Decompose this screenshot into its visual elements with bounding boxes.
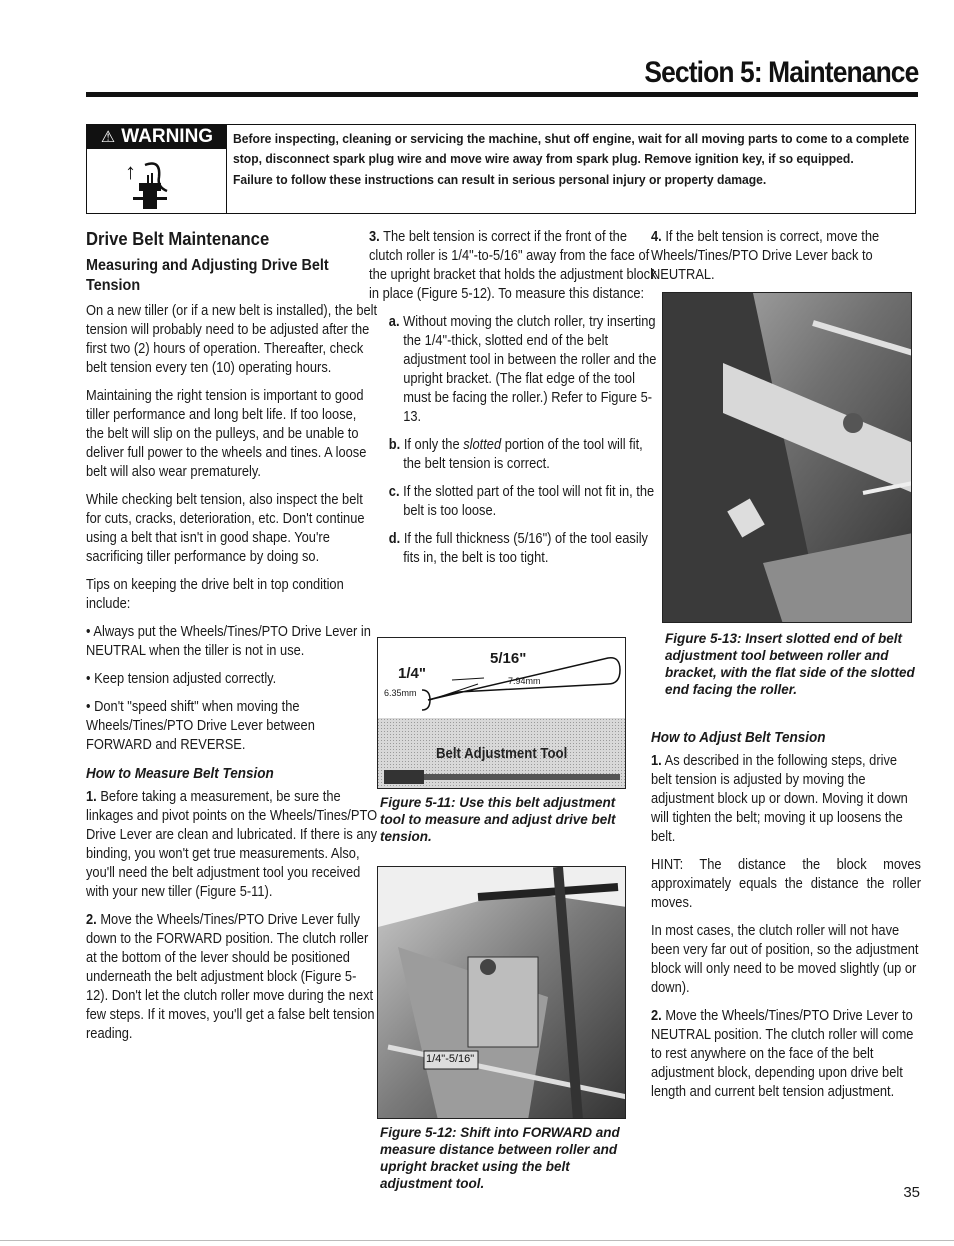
bullet-item: • Always put the Wheels/Tines/PTO Drive Lever in NEUTRAL when the tiller is not in use. xyxy=(86,623,378,661)
step-number: 1. xyxy=(86,789,97,805)
column-3-lower xyxy=(651,728,949,1111)
step-4 xyxy=(651,228,921,285)
disconnect-plug-icon xyxy=(87,149,227,214)
adjust-step-2 xyxy=(651,1007,921,1102)
label-1-4: 1/4" xyxy=(398,665,426,682)
figure-5-13 xyxy=(662,292,912,623)
adjust-step-1 xyxy=(651,752,921,847)
step-text: Move the Wheels/Tines/PTO Drive Lever to NEUTRAL position. The clutch roller will come to rest anywhere on the face of the belt adjustment block, depending upon drive belt length and current belt tension adjustment. xyxy=(651,1008,914,1100)
sub-step-label: a. xyxy=(388,314,400,330)
warning-line-1: Before inspecting, cleaning or servicing the machine, shut off engine, wait for all moving parts to come to a complete stop, disconnect spark plug wire and move wire away from spark plug. Remove ignition key, if so equipped. xyxy=(233,131,910,166)
step-text: As described in the following steps, drive belt tension is adjusted by moving the adjustment block up or down. Moving it down will tighten the belt; moving it up loosens the belt. xyxy=(651,753,908,845)
step-number: 2. xyxy=(86,912,97,928)
svg-text:↑: ↑ xyxy=(125,159,136,184)
sub-step-emphasis: slotted xyxy=(463,437,502,453)
page-number: 35 xyxy=(903,1184,920,1201)
warning-box xyxy=(86,124,916,214)
step-text: The belt tension is correct if the front of the clutch roller is 1/4"-to-5/16" away from the face of the upright bracket that holds the adjustment block in place (Figure 5-12). To measure this distance: xyxy=(369,229,657,302)
step-text: Before taking a measurement, be sure the linkages and pivot points on the Wheels/Tines/PTO Drive Lever are clean and lubricated. If there is any binding, you won't get true measurements. Also, you'll need the belt adjustment tool you received with your new tiller (Figure 5-11). xyxy=(86,789,378,900)
drive-belt-heading: Drive Belt Maintenance xyxy=(86,228,270,249)
figure-5-11 xyxy=(377,637,626,789)
bullet-item: • Don't "speed shift" when moving the Wheels/Tines/PTO Drive Lever between FORWARD and REVERSE. xyxy=(86,698,378,755)
figure-5-11-caption: Figure 5-11: Use this belt adjustment tool to measure and adjust drive belt tension. xyxy=(380,795,616,844)
sub-step-b xyxy=(369,436,659,474)
measurement-tag: 1/4"-5/16" xyxy=(426,1053,475,1065)
paragraph: Maintaining the right tension is important to good tiller performance and long belt life. If too loose, the belt will slip on the pulleys, and be unable to deliver full power to the wheels and tines. A loose belt will also wear prematurely. xyxy=(86,388,367,480)
figure-5-12-caption: Figure 5-12: Shift into FORWARD and measure distance between roller and upright bracket using the belt adjustment tool. xyxy=(380,1125,620,1191)
warning-badge xyxy=(87,125,227,149)
step-number: 4. xyxy=(651,229,662,245)
paragraph: Tips on keeping the drive belt in top condition include: xyxy=(86,577,344,612)
warning-triangle-icon: ⚠ xyxy=(100,129,116,146)
step-text: Move the Wheels/Tines/PTO Drive Lever fully down to the FORWARD position. The clutch roller at the bottom of the lever should be positioned underneath the belt adjustment block (Figure 5-12). Don't let the clutch roller move during the next few steps. If it moves, you'll get a false belt tension reading. xyxy=(86,912,375,1042)
sub-step-c xyxy=(369,483,659,521)
sub-step-text: If the full thickness (5/16") of the tool easily fits in, the belt is too tight. xyxy=(403,531,648,566)
paragraph: On a new tiller (or if a new belt is installed), the belt tension will probably need to be adjusted after the first two (2) hours of operation. Thereafter, check belt tension every ten (10) operating hours. xyxy=(86,303,378,376)
adjust-heading: How to Adjust Belt Tension xyxy=(651,729,826,746)
paragraph: In most cases, the clutch roller will not have been very far out of position, so the adjustment block will only need to be moved slightly (up or down). xyxy=(651,923,919,996)
sub-step-text: If the slotted part of the tool will not fit in, the belt is too loose. xyxy=(403,484,655,519)
column-1 xyxy=(86,228,378,1053)
label-7-94mm: 7.94mm xyxy=(508,676,541,686)
sub-step-text-post: portion of the tool will fit, the belt tension is correct. xyxy=(403,437,643,472)
measuring-subheading: Measuring and Adjusting Drive Belt Tension xyxy=(86,257,329,294)
warning-line-2: Failure to follow these instructions can result in serious personal injury or property damage. xyxy=(233,172,767,187)
step-1 xyxy=(86,788,378,902)
sub-step-text-pre: If only the xyxy=(403,437,464,453)
hint: HINT: The distance the block moves approximately equals the distance the roller moves. xyxy=(651,857,921,911)
sub-step-d xyxy=(369,530,659,568)
measure-heading: How to Measure Belt Tension xyxy=(86,765,274,782)
section-title: Section 5: Maintenance xyxy=(643,56,918,89)
tool-label: Belt Adjustment Tool xyxy=(436,745,568,762)
step-number: 1. xyxy=(651,753,662,769)
step-2 xyxy=(86,911,378,1044)
column-2 xyxy=(369,228,659,577)
sub-step-label: d. xyxy=(388,531,401,547)
sub-step-label: b. xyxy=(388,437,401,453)
step-text: If the belt tension is correct, move the Wheels/Tines/PTO Drive Lever back to NEUTRAL. xyxy=(651,229,880,283)
sub-step-text: Without moving the clutch roller, try inserting the 1/4"-thick, slotted end of the belt adjustment tool in between the roller and the upright bracket. (The flat edge of the tool must be facing the roller.) Refer to Figure 5-13. xyxy=(403,314,657,425)
bottom-rule xyxy=(0,1240,954,1241)
step-3 xyxy=(369,228,659,304)
sub-step-label: c. xyxy=(388,484,400,500)
column-3 xyxy=(651,228,949,294)
label-6-35mm: 6.35mm xyxy=(384,688,417,698)
title-rule xyxy=(86,92,918,97)
figure-5-12 xyxy=(377,866,626,1119)
label-5-16: 5/16" xyxy=(490,650,527,667)
warning-text xyxy=(233,129,914,192)
step-number: 3. xyxy=(369,229,380,245)
step-number: 2. xyxy=(651,1008,662,1024)
figure-5-13-caption: Figure 5-13: Insert slotted end of belt adjustment tool between roller and bracket, with the flat side of the slotted end facing the roller. xyxy=(665,631,915,697)
warning-badge-label: WARNING xyxy=(121,126,214,147)
paragraph: While checking belt tension, also inspect the belt for cuts, cracks, deterioration, etc. Don't continue using a belt that isn't in good shape. You're sacrificing tiller performance by doing so. xyxy=(86,492,365,565)
sub-step-a xyxy=(369,313,659,427)
bullet-item: • Keep tension adjusted correctly. xyxy=(86,670,378,689)
